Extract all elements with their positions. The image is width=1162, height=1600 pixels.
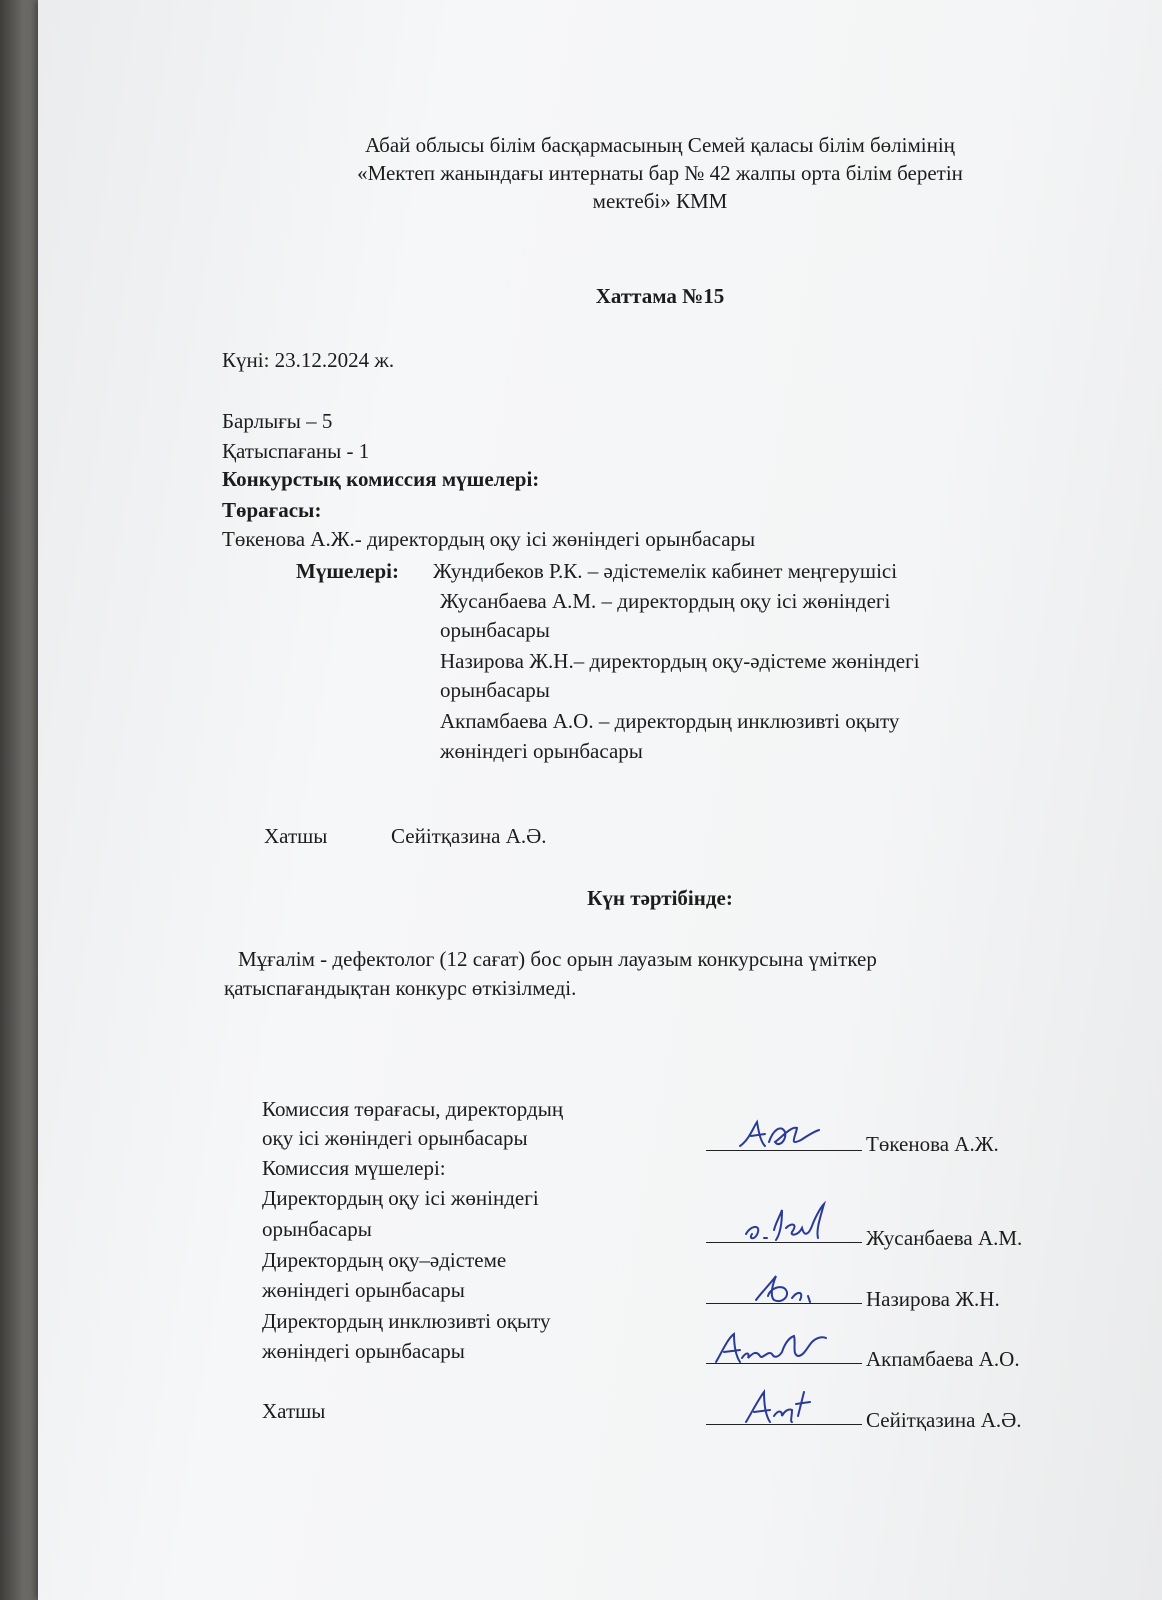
member-line: Назирова Ж.Н.– директордың оқу-әдістеме жөніндегі [440,649,920,673]
secretary-label: Хатшы [264,824,328,848]
member-line: Акпамбаева А.О. – директордың инклюзивті оқыту [440,709,900,733]
header-line-3: мектебі» КММ [592,189,728,213]
absent-line: Қатыспағаны - 1 [222,439,370,463]
sig-left-line: Комиссия төрағасы, директордың [262,1097,564,1121]
signature-akpambaeva [712,1328,832,1372]
chair-line: Төкенова А.Ж.- директордың оқу ісі жөніндегі орынбасары [222,527,756,551]
header-line-2: «Мектеп жанындағы интернаты бар № 42 жалпы орта білім беретін [357,161,963,185]
agenda-heading: Күн тәртібінде: [587,886,733,910]
sig-left-line: жөніндегі орынбасары [262,1278,465,1302]
signature-seitkazina [740,1386,820,1430]
sig-left-line: Хатшы [262,1399,326,1423]
signatory-name: Сейітқазина А.Ә. [866,1408,1022,1432]
commission-heading: Конкурстық комиссия мүшелері: [222,467,540,491]
sig-left-line: Директордың оқу ісі жөніндегі [262,1186,539,1210]
signatory-name: Назирова Ж.Н. [866,1287,1000,1311]
member-line: Жусанбаева А.М. – директордың оқу ісі жөніндегі [440,589,891,613]
signature-zhusanbaeva [740,1200,840,1248]
signatory-name: Акпамбаева А.О. [866,1347,1020,1371]
member-line: жөніндегі орынбасары [440,739,643,763]
protocol-title: Хаттама №15 [595,284,725,308]
signature-tokenova [735,1112,825,1158]
member-line: орынбасары [440,618,550,642]
sig-left-line: жөніндегі орынбасары [262,1339,465,1363]
members-label: Мүшелері: [296,559,399,583]
agenda-line-2: қатыспағандықтан конкурс өткізілмеді. [224,976,577,1000]
sig-left-line: Директордың оқу–әдістеме [262,1248,507,1272]
total-line: Барлығы – 5 [222,409,333,433]
secretary-name: Сейітқазина А.Ә. [391,824,547,848]
member-line: орынбасары [440,678,550,702]
agenda-line-1: Мұғалім - дефектолог (12 сағат) бос орын лауазым конкурсына үміткер [238,947,877,971]
sig-left-line: оқу ісі жөніндегі орынбасары [262,1126,528,1150]
sig-left-line: орынбасары [262,1217,372,1241]
chair-heading: Төрағасы: [222,498,322,522]
sig-left-line: Директордың инклюзивті оқыту [262,1309,551,1333]
signatory-name: Төкенова А.Ж. [866,1132,999,1156]
date-line: Күні: 23.12.2024 ж. [222,348,395,372]
signature-nazirova [748,1270,828,1310]
signatory-name: Жусанбаева А.М. [866,1226,1023,1250]
sig-left-line: Комиссия мүшелері: [262,1156,446,1180]
header-line-1: Абай облысы білім басқармасының Семей қаласы білім бөлімінің [365,133,955,157]
member-line: Жундибеков Р.К. – әдістемелік кабинет меңгерушісі [433,559,898,583]
